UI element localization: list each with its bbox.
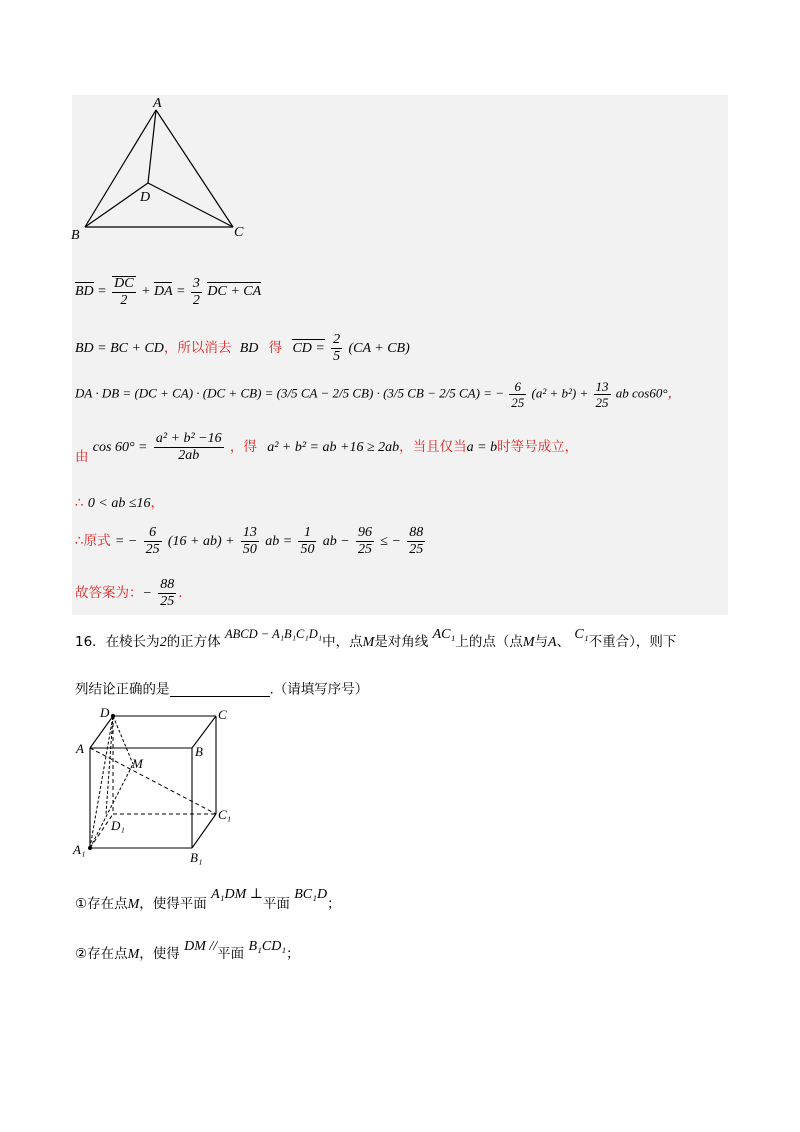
cos-expr: cos 60° = <box>92 440 148 455</box>
frac-num: 13 <box>242 525 257 540</box>
frac-den: 2 <box>120 293 128 308</box>
tetrahedron-figure <box>68 95 258 245</box>
solution-line-2 <box>75 333 410 364</box>
frac-num: 6 <box>509 380 526 395</box>
frac-num: a² + b² −16 <box>155 431 222 446</box>
label-b: B <box>71 228 80 243</box>
frac-num: 88 <box>409 525 424 540</box>
cube-figure <box>70 702 245 867</box>
text: ； <box>286 946 300 962</box>
text: 中，点 <box>322 634 363 650</box>
text: ②存在点 <box>75 946 128 962</box>
edge-ab <box>85 110 156 227</box>
range: 0 < ab ≤16 <box>87 496 151 511</box>
answer-blank[interactable] <box>170 682 270 697</box>
text: ，使得平面 <box>139 896 207 912</box>
condition: a = b <box>466 440 498 455</box>
frac-num: 88 <box>160 577 175 592</box>
answer-label: 故答案为： <box>75 585 143 601</box>
label-d: D <box>100 705 110 720</box>
point-m: M <box>127 947 140 962</box>
text: ，使得 <box>139 946 180 962</box>
label-d: D <box>140 190 151 205</box>
expression: ab = <box>265 534 293 549</box>
label-b: B <box>195 744 203 759</box>
therefore-expr: ∴原式 <box>75 533 111 549</box>
label-b1: B₁ <box>190 850 203 865</box>
edge-ad <box>90 716 113 748</box>
diagonal: AC₁ <box>432 627 456 642</box>
vector-cd: CD = <box>292 341 325 356</box>
label-a: A <box>76 741 84 756</box>
inequality: a² + b² = ab +16 ≥ 2ab <box>267 440 400 455</box>
frac-den: 25 <box>160 594 175 609</box>
edge-bd <box>85 183 151 227</box>
text: 列结论正确的是 <box>75 681 170 698</box>
comma: ， <box>150 495 165 511</box>
text: 是对角线 <box>374 634 429 650</box>
point-d-dot <box>111 714 115 718</box>
edge-ac <box>156 110 233 227</box>
label-a1: A₁ <box>73 842 86 857</box>
text: 的正方体 <box>166 634 221 650</box>
plus: + <box>141 284 151 300</box>
red-text: ，所以消去 <box>163 340 232 356</box>
vector-bd: BD <box>239 341 259 356</box>
point-c1: C₁ <box>574 627 589 642</box>
dot-product-expand: (3/5 CA − 2/5 CB) · (3/5 CB − 2/5 CA) = − <box>276 385 504 401</box>
text: 不重合），则下 <box>588 634 677 650</box>
minus: − <box>142 586 152 601</box>
red-text: 时等号成立， <box>497 439 579 455</box>
frac-den: 50 <box>300 542 315 557</box>
text: ； <box>327 896 341 912</box>
plane-1: A₁DM ⊥ <box>211 887 263 902</box>
frac-den: 25 <box>145 542 160 557</box>
label-c: C <box>234 225 244 240</box>
question-number: 16． <box>75 634 106 650</box>
comma: ， <box>667 385 682 402</box>
equals: = <box>97 284 107 300</box>
edge-length: 2 <box>159 635 167 650</box>
frac-den: 50 <box>242 542 257 557</box>
text: 平面 <box>217 946 245 962</box>
point-m: M <box>362 635 375 650</box>
frac-cos <box>154 432 224 463</box>
solution-line-3 <box>75 380 681 409</box>
frac-num: 96 <box>358 525 372 540</box>
red-text: 得 <box>268 340 283 356</box>
frac-dc-2 <box>112 276 135 308</box>
red-text: 由 <box>75 449 89 465</box>
vector-eq: BD = BC + CD <box>75 341 164 356</box>
plane: B₁CD₁ <box>248 939 287 954</box>
dot-product: DA · DB = (DC + CA) · (DC + CB) = <box>75 385 274 401</box>
question-16-line-1 <box>75 627 677 650</box>
vector-bd: BD <box>75 284 94 300</box>
segment-dm <box>113 716 133 764</box>
text: 、 <box>556 634 571 650</box>
frac-num: DC <box>114 276 134 291</box>
frac-den: 25 <box>409 542 424 557</box>
frac <box>241 526 259 557</box>
frac-13-25 <box>594 380 611 409</box>
frac <box>356 526 374 557</box>
frac-den: 25 <box>595 395 609 410</box>
frac-den: 25 <box>511 395 525 410</box>
frac-den: 2ab <box>178 448 200 463</box>
frac-num: 3 <box>192 275 200 291</box>
expression: ab − <box>322 534 350 549</box>
vector-da: DA <box>154 284 173 300</box>
frac-num: 6 <box>144 526 162 542</box>
segment-a1m <box>90 764 133 848</box>
vector-sum: (CA + CB) <box>348 341 410 356</box>
frac-num: 2 <box>333 332 341 347</box>
expression: = − <box>114 534 138 549</box>
question-16-line-2 <box>75 682 368 697</box>
edge-cd <box>148 183 233 227</box>
option-1 <box>75 887 341 912</box>
solution-line-1 <box>75 276 261 308</box>
solution-line-7 <box>75 578 183 609</box>
label-d1: D₁ <box>111 818 125 833</box>
text: ①存在点 <box>75 896 128 912</box>
segment-a1d <box>90 716 113 848</box>
frac-den: 25 <box>358 542 372 557</box>
label-m: M <box>132 756 143 771</box>
solution-line-5 <box>75 497 164 511</box>
expression: (a² + b²) + <box>531 385 589 401</box>
expression: (16 + ab) + <box>167 534 235 549</box>
expression: ab cos60° <box>615 385 668 401</box>
option-2 <box>75 939 300 962</box>
solution-line-6 <box>75 526 427 557</box>
answer-frac <box>158 578 176 609</box>
text: 与 <box>534 634 549 650</box>
segment-d-mid <box>106 716 113 814</box>
text: 平面 <box>262 896 290 912</box>
frac-2-5 <box>331 333 342 364</box>
equals: = <box>175 284 186 300</box>
label-c1: C₁ <box>218 807 232 822</box>
red-text: ，当且仅当 <box>399 439 467 455</box>
frac-den: 2 <box>192 292 200 308</box>
label-c: C <box>218 707 227 722</box>
vector-sum: DC + CA <box>207 284 262 300</box>
text: 在棱长为 <box>105 634 160 650</box>
label-a: A <box>153 96 162 111</box>
point-a1-dot <box>88 846 92 850</box>
frac-num: 1 <box>298 526 316 542</box>
frac-3-2 <box>191 277 202 308</box>
frac <box>144 526 162 557</box>
frac-num: 13 <box>595 379 609 394</box>
frac <box>407 526 425 557</box>
frac-6-25 <box>509 380 526 409</box>
dot: . <box>178 585 183 601</box>
point-m: M <box>127 897 140 912</box>
line-dm: DM // <box>184 939 218 954</box>
point-m: M <box>522 635 535 650</box>
expression: ≤ − <box>380 534 401 549</box>
point-a: A <box>548 635 557 650</box>
text: .（请填写序号） <box>269 681 369 698</box>
text: 上的点（点 <box>455 634 523 650</box>
edge-b1c1 <box>192 814 216 848</box>
frac-den: 5 <box>333 349 341 364</box>
cube-name: ABCD − A₁B₁C₁D₁ <box>224 627 323 641</box>
solution-line-4 <box>75 432 578 463</box>
red-text: ，得 <box>229 439 257 455</box>
frac <box>298 526 316 557</box>
plane-2: BC₁D <box>294 887 328 902</box>
therefore: ∴ <box>75 495 84 511</box>
